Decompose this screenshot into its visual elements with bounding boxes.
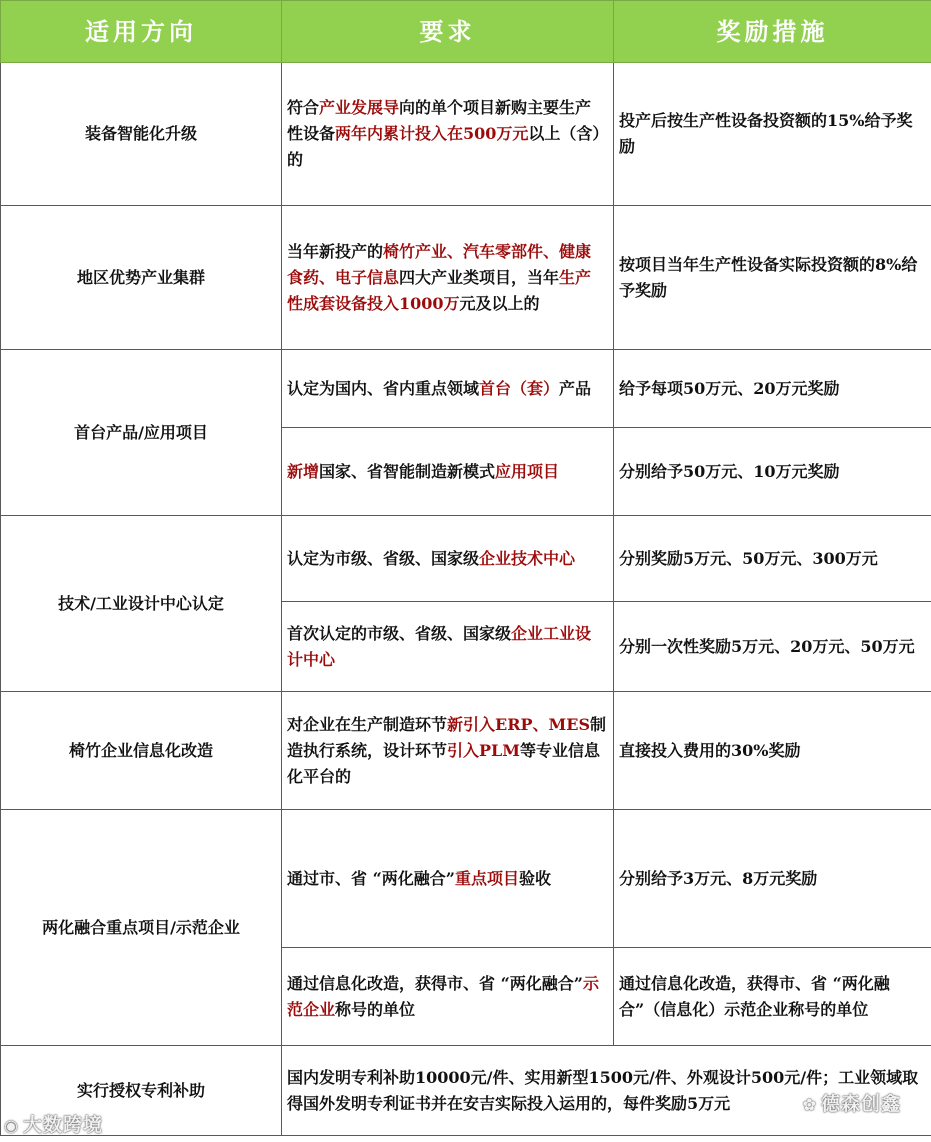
direction-cell: 首台产品/应用项目 [1, 350, 282, 516]
highlight-text: 首台（套） [479, 378, 560, 398]
watermark-right [803, 1089, 901, 1116]
highlight-text: 生产性成套设备投入1000万 [287, 267, 592, 313]
highlight-text: 两年内累计投入在500万元 [335, 124, 529, 143]
direction-cell: 椅竹企业信息化改造 [1, 692, 282, 810]
requirement-cell [282, 350, 614, 428]
requirement-text: 制造执行系统，设计环节 [287, 714, 607, 760]
requirement-cell [282, 63, 614, 206]
reward-cell: 投产后按生产性设备投资额的15%给予奖励 [614, 63, 931, 206]
highlight-text: 企业工业设计中心 [287, 623, 592, 669]
requirement-text: 以上（含）的 [287, 124, 601, 169]
requirement-cell [282, 602, 614, 692]
requirement-text: 通过信息化改造，获得市、省 “两化融合” [287, 973, 583, 993]
reward-cell: 分别给予50万元、10万元奖励 [614, 428, 931, 516]
requirement-text: 四大产业类项目，当年 [399, 267, 560, 287]
table-row [1, 206, 931, 350]
requirement-text: 产品 [559, 378, 592, 398]
reward-cell: 按项目当年生产性设备实际投资额的8%给予奖励 [614, 206, 931, 350]
requirement-text: 首次认定的市级、省级、国家级 [287, 623, 512, 643]
requirement-cell [282, 206, 614, 350]
highlight-text: 应用项目 [495, 461, 560, 481]
requirement-cell [282, 692, 614, 810]
table-row [1, 692, 931, 810]
reward-cell: 给予每项50万元、20万元奖励 [614, 350, 931, 428]
reward-cell: 分别一次性奖励5万元、20万元、50万元 [614, 602, 931, 692]
reward-cell: 直接投入费用的30%奖励 [614, 692, 931, 810]
requirement-text: 认定为市级、省级、国家级 [287, 548, 480, 568]
requirement-text: 符合 [287, 98, 320, 117]
highlight-text: 重点项目 [454, 868, 519, 888]
header-reward: 奖励措施 [614, 1, 931, 63]
header-direction: 适用方向 [1, 1, 282, 63]
requirement-text: 认定为国内、省内重点领域 [287, 378, 480, 398]
requirement-cell [282, 810, 614, 948]
requirement-cell [282, 516, 614, 602]
highlight-text: 引入PLM [447, 740, 521, 760]
requirement-text: 当年新投产的 [287, 241, 384, 261]
reward-cell: 分别给予3万元、8万元奖励 [614, 810, 931, 948]
requirement-cell [282, 948, 614, 1046]
direction-cell: 技术/工业设计中心认定 [1, 516, 282, 692]
wechat-icon: ✿ [802, 1095, 817, 1114]
highlight-text: 示范企业 [287, 973, 599, 1019]
highlight-text: 椅竹产业、汽车零部件、健康食药、电子信息 [287, 241, 592, 287]
requirement-text: 称号的单位 [335, 999, 416, 1019]
requirement-cell [282, 428, 614, 516]
requirement-text: 验收 [519, 868, 552, 888]
table-row [1, 516, 931, 602]
table-row [1, 63, 931, 206]
watermark-left [4, 1110, 103, 1137]
direction-cell: 地区优势产业集群 [1, 206, 282, 350]
watermark-left-text: 大数跨境 [22, 1114, 103, 1136]
reward-cell: 通过信息化改造，获得市、省 “两化融合”（信息化）示范企业称号的单位 [614, 948, 931, 1046]
requirement-text: 国家、省智能制造新模式 [319, 461, 496, 481]
table-row [1, 1046, 931, 1136]
weibo-icon: ◉ [4, 1116, 19, 1135]
direction-cell: 实行授权专利补助 [1, 1046, 282, 1136]
watermark-right-text: 德森创鑫 [820, 1093, 901, 1115]
patent-subsidy-cell: 国内发明专利补助10000元/件、实用新型1500元/件、外观设计500元/件；工业领域取得国外发明专利证书并在安吉实际投入运用的，每件奖励5万元 [282, 1046, 931, 1136]
header-row [1, 1, 931, 63]
highlight-text: 产业发展导 [319, 98, 400, 117]
reward-cell: 分别奖励5万元、50万元、300万元 [614, 516, 931, 602]
header-requirement: 要求 [282, 1, 614, 63]
direction-cell: 装备智能化升级 [1, 63, 282, 206]
highlight-text: 新增 [287, 461, 320, 481]
highlight-text: 企业技术中心 [479, 548, 576, 568]
requirement-text: 向的单个项目新购主要生产性设备 [287, 98, 592, 143]
table-row [1, 350, 931, 428]
table-row [1, 810, 931, 948]
highlight-text: 新引入ERP、MES [447, 714, 591, 734]
requirement-text: 等专业信息化平台的 [287, 740, 601, 786]
direction-cell: 两化融合重点项目/示范企业 [1, 810, 282, 1046]
requirement-text: 对企业在生产制造环节 [287, 714, 448, 734]
requirement-text: 元及以上的 [459, 293, 540, 313]
requirement-text: 通过市、省 “两化融合” [287, 868, 455, 888]
